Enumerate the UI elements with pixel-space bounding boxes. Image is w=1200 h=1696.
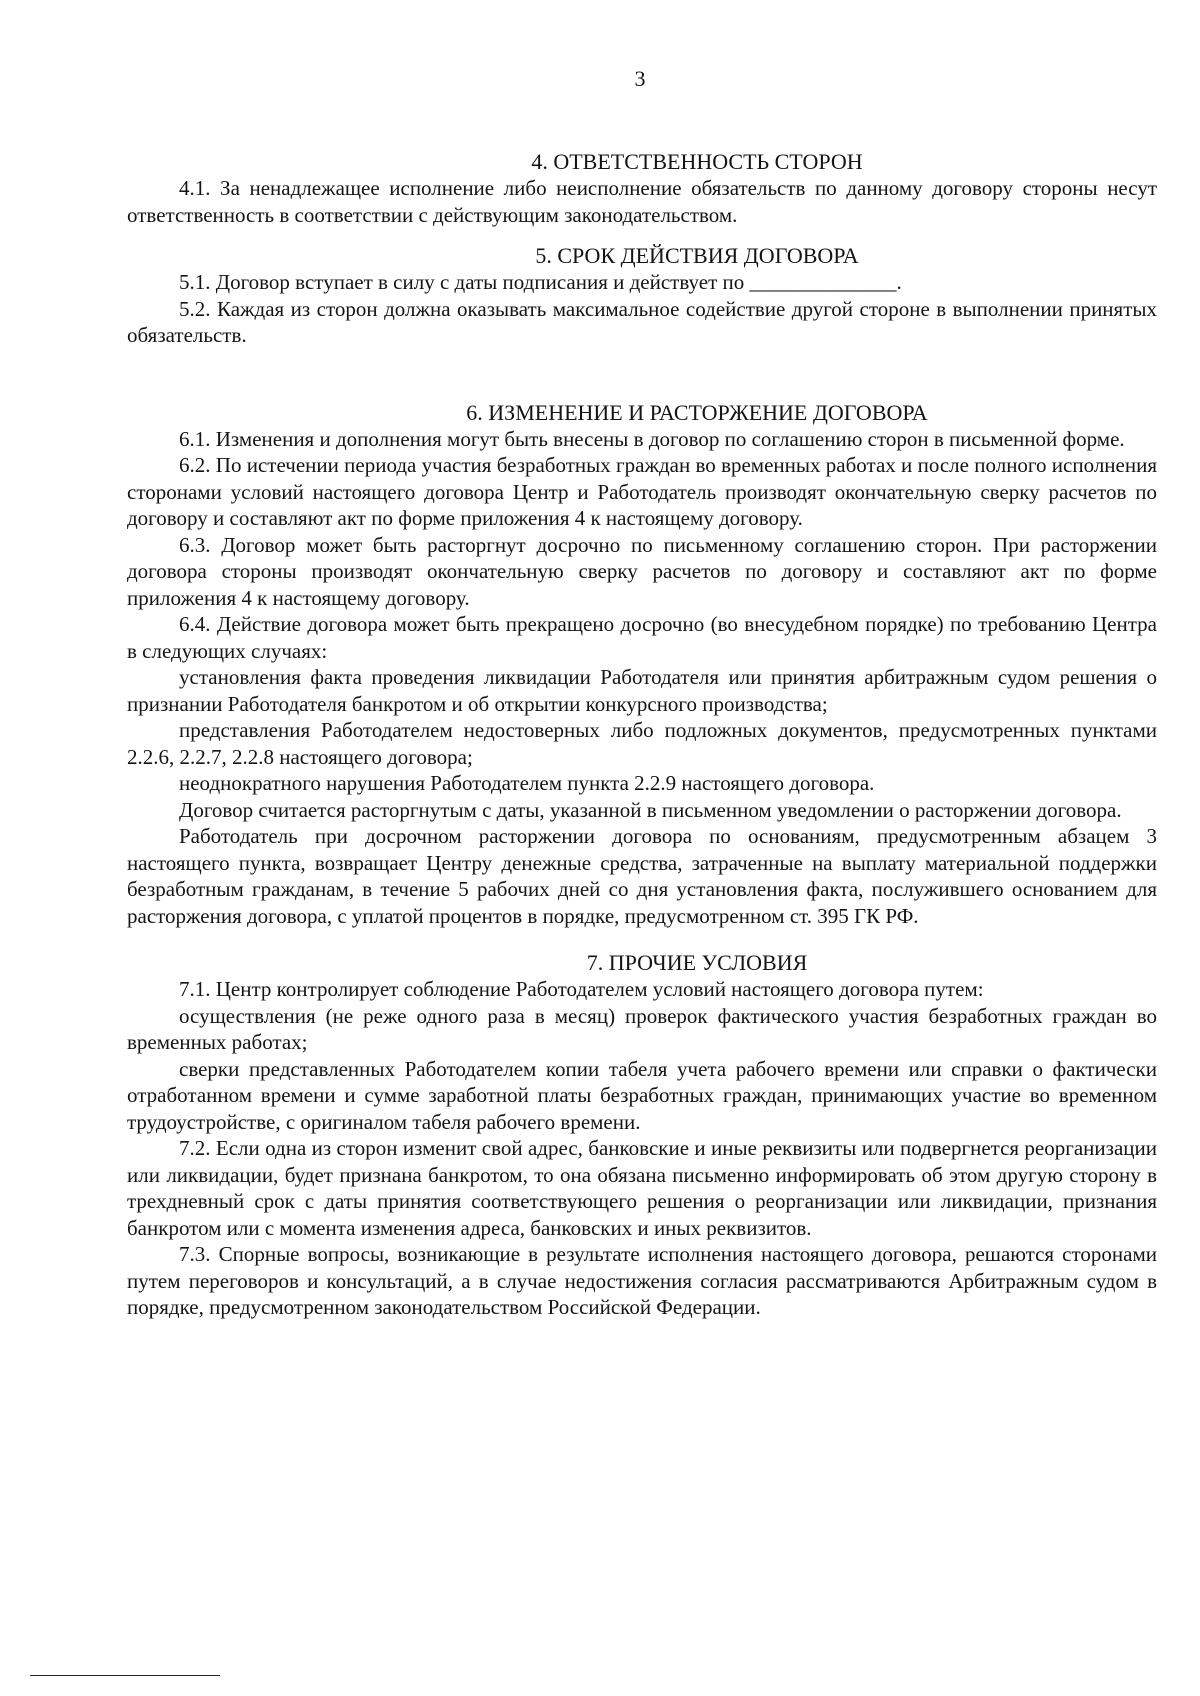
paragraph-6-4-termination-note: Договор считается расторгнутым с даты, указанной в письменном уведомлении о расторжении договора. — [179, 797, 1122, 822]
paragraph-6-4-case-2: представления Работодателем недостоверных либо подложных документов, предусмотренных пунктами 2.2.6, 2.2.7, 2.2.8 настоящего договора; — [127, 718, 1157, 769]
paragraph-5-2: 5.2. Каждая из сторон должна оказывать максимальное содействие другой стороне в выполнении принятых обязательств. — [127, 296, 1157, 347]
spacer — [127, 929, 1157, 949]
paragraph-6-4-case-3: неоднократного нарушения Работодателем пункта 2.2.9 настоящего договора. — [179, 771, 875, 795]
spacer — [127, 228, 1157, 242]
paragraph-6-4-refund: Работодатель при досрочном расторжении договора по основаниям, предусмотренным абзацем 3 настоящего пункта, возвращает Центру денежные средства, затраченные на выплату материальной поддержки безработным гражданам, в течение 5 рабочих дней со дня установления факта, послужившего основанием для расторжения договора, с уплатой процентов в порядке, предусмотренном ст. 395 ГК РФ. — [127, 824, 1157, 928]
section-4-title: 4. ОТВЕТСТВЕННОСТЬ СТОРОН — [531, 149, 863, 174]
paragraph-6-4: 6.4. Действие договора может быть прекращено досрочно (во внесудебном порядке) по требованию Центра в следующих случаях: — [127, 612, 1157, 663]
paragraph-6-1: 6.1. Изменения и дополнения могут быть внесены в договор по соглашению сторон в письменной форме. — [179, 426, 1125, 451]
spacer — [127, 349, 1157, 399]
paragraph-6-2: 6.2. По истечении периода участия безработных граждан во временных работах и после полного исполнения сторонами условий настоящего договора Центр и Работодатель производят окончательную сверку расчетов по договору и составляют акт по форме приложения 4 к настоящему договору. — [127, 453, 1157, 530]
paragraph-5-1: 5.1. Договор вступает в силу с даты подписания и действует по ______________. — [179, 270, 902, 294]
paragraph-7-1: 7.1. Центр контролирует соблюдение Работодателем условий настоящего договора путем: — [179, 977, 984, 1001]
page-number: 3 — [634, 66, 646, 91]
paragraph-7-1-item-2: сверки представленных Работодателем копии табеля учета рабочего времени или справки о фактически отработанном времени и сумме заработной платы безработных граждан, принимающих участие во временном трудоустройстве, с оригиналом табеля рабочего времени. — [127, 1056, 1157, 1134]
document-body — [127, 148, 1157, 1321]
paragraph-6-3: 6.3. Договор может быть расторгнут досрочно по письменному соглашению сторон. При расторжении договора стороны производят окончательную сверку расчетов по договору и составляют акт по форме приложения 4 к настоящему договору. — [127, 532, 1157, 610]
paragraph-7-1-item-1: осуществления (не реже одного раза в месяц) проверок фактического участия безработных граждан во временных работах; — [127, 1003, 1157, 1054]
paragraph-4-1: 4.1. За ненадлежащее исполнение либо неисполнение обязательств по данному договору стороны несут ответственность в соответствии с действующим законодательством. — [127, 176, 1157, 227]
section-7-title: 7. ПРОЧИЕ УСЛОВИЯ — [586, 950, 808, 975]
section-6-title: 6. ИЗМЕНЕНИЕ И РАСТОРЖЕНИЕ ДОГОВОРА — [466, 399, 928, 425]
paragraph-6-4-case-1: установления факта проведения ликвидации Работодателя или принятия арбитражным судом решения о признании Работодателя банкротом и об открытии конкурсного производства; — [127, 665, 1157, 716]
paragraph-7-2: 7.2. Если одна из сторон изменит свой адрес, банковские и иные реквизиты или подвергнется реорганизации или ликвидации, будет признана банкротом, то она обязана письменно информировать об этом другую сторону в трехдневный срок с даты принятия соответствующего решения о реорганизации или ликвидации, признания банкротом или с момента изменения адреса, банковских и иных реквизитов. — [127, 1136, 1157, 1240]
section-5-title: 5. СРОК ДЕЙСТВИЯ ДОГОВОРА — [535, 243, 859, 268]
paragraph-7-3: 7.3. Спорные вопросы, возникающие в результате исполнения настоящего договора, решаются сторонами путем переговоров и консультаций, а в случае недостижения согласия рассматриваются Арбитражным судом в порядке, предусмотренном законодательством Российской Федерации. — [127, 1242, 1157, 1319]
footnote-divider — [30, 1675, 220, 1676]
